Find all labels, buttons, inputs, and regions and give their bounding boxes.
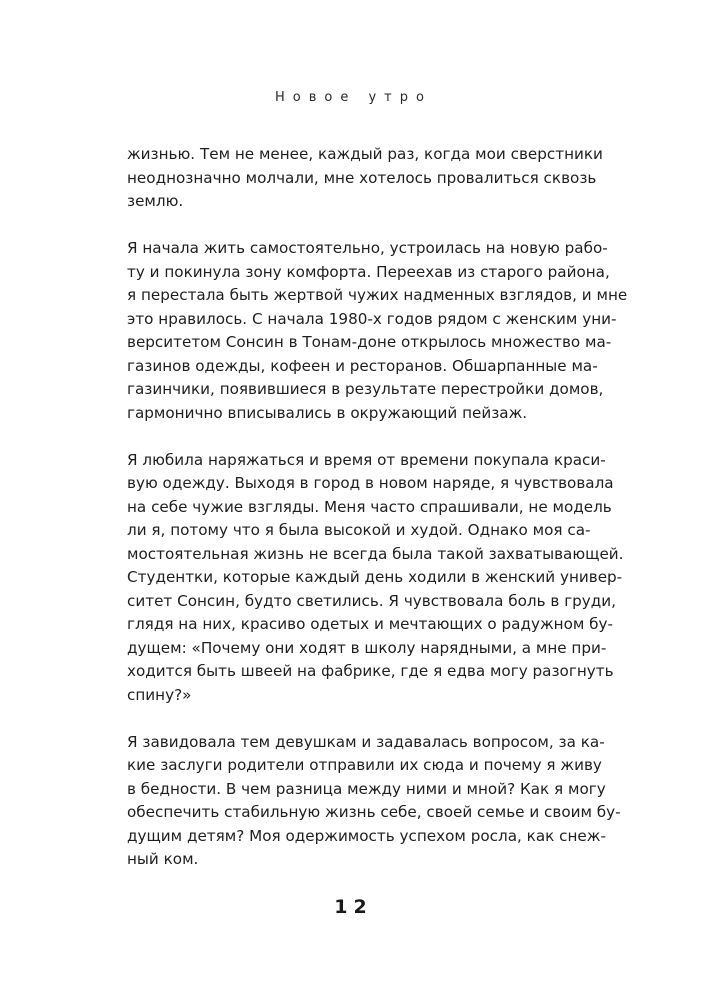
- paragraph: [127, 143, 603, 214]
- text-line: Я начала жить самостоятельно, устроилась на новую рабо-: [127, 239, 608, 257]
- text-line: глядя на них, красиво одетых и мечтающих о радужном бу-: [127, 615, 613, 633]
- text-line: Я завидовала тем девушкам и задавалась вопросом, за ка-: [127, 732, 605, 751]
- page-body: [127, 143, 628, 895]
- text-line: дущем: «Почему они ходят в школу нарядными, а мне при-: [127, 638, 607, 657]
- running-title: Новое утро: [275, 90, 432, 105]
- text-line: Студентки, которые каждый день ходили в женский универ-: [127, 568, 623, 586]
- paragraph: [127, 449, 624, 708]
- text-line: ту и покинула зону комфорта. Переехав из старого района,: [127, 262, 610, 281]
- text-line: Я любила наряжаться и время от времени покупала краси-: [127, 450, 606, 469]
- text-line: обеспечить стабильную жизнь себе, своей семье и своим бу-: [127, 803, 621, 821]
- text-line: ный ком.: [127, 850, 199, 868]
- page-number: 12: [334, 896, 373, 918]
- text-line: верситетом Сонсин в Тонам-доне открылось множество ма-: [127, 333, 612, 351]
- text-line: спину?»: [127, 685, 192, 704]
- text-line: мостоятельная жизнь не всегда была такой захватывающей.: [127, 544, 624, 563]
- text-line: вую одежду. Выходя в город в новом наряде, я чувствовала: [127, 474, 614, 492]
- text-line: ли я, потому что я была высокой и худой. Однако моя са-: [127, 521, 591, 539]
- text-line: ходится быть швеей на фабрике, где я едва могу разогнуть: [127, 662, 614, 680]
- text-line: газинчики, появившиеся в результате перестройки домов,: [127, 380, 604, 398]
- text-line: ситет Сонсин, будто светились. Я чувствовала боль в груди,: [127, 591, 616, 610]
- text-line: я перестала быть жертвой чужих надменных взглядов, и мне: [127, 286, 628, 304]
- text-line: дущим детям? Моя одержимость успехом росла, как снеж-: [127, 826, 606, 845]
- text-line: в бедности. В чем разница между ними и мной? Как я могу: [127, 779, 606, 798]
- paragraph: [127, 237, 628, 425]
- text-line: это нравилось. С начала 1980-х годов рядом с женским уни-: [127, 309, 617, 328]
- text-line: землю.: [127, 192, 184, 210]
- text-line: неоднозначно молчали, мне хотелось провалиться сквозь: [127, 168, 597, 187]
- text-line: кие заслуги родители отправили их сюда и почему я живу: [127, 756, 602, 774]
- text-line: на себе чужие взгляды. Меня часто спрашивали, не модель: [127, 497, 612, 516]
- text-line: газинов одежды, кофеен и ресторанов. Обшарпанные ма-: [127, 356, 598, 375]
- paragraph: [127, 731, 621, 872]
- text-line: гармонично вписывались в окружающий пейзаж.: [127, 403, 528, 422]
- text-line: жизнью. Тем не менее, каждый раз, когда мои сверстники: [127, 145, 603, 163]
